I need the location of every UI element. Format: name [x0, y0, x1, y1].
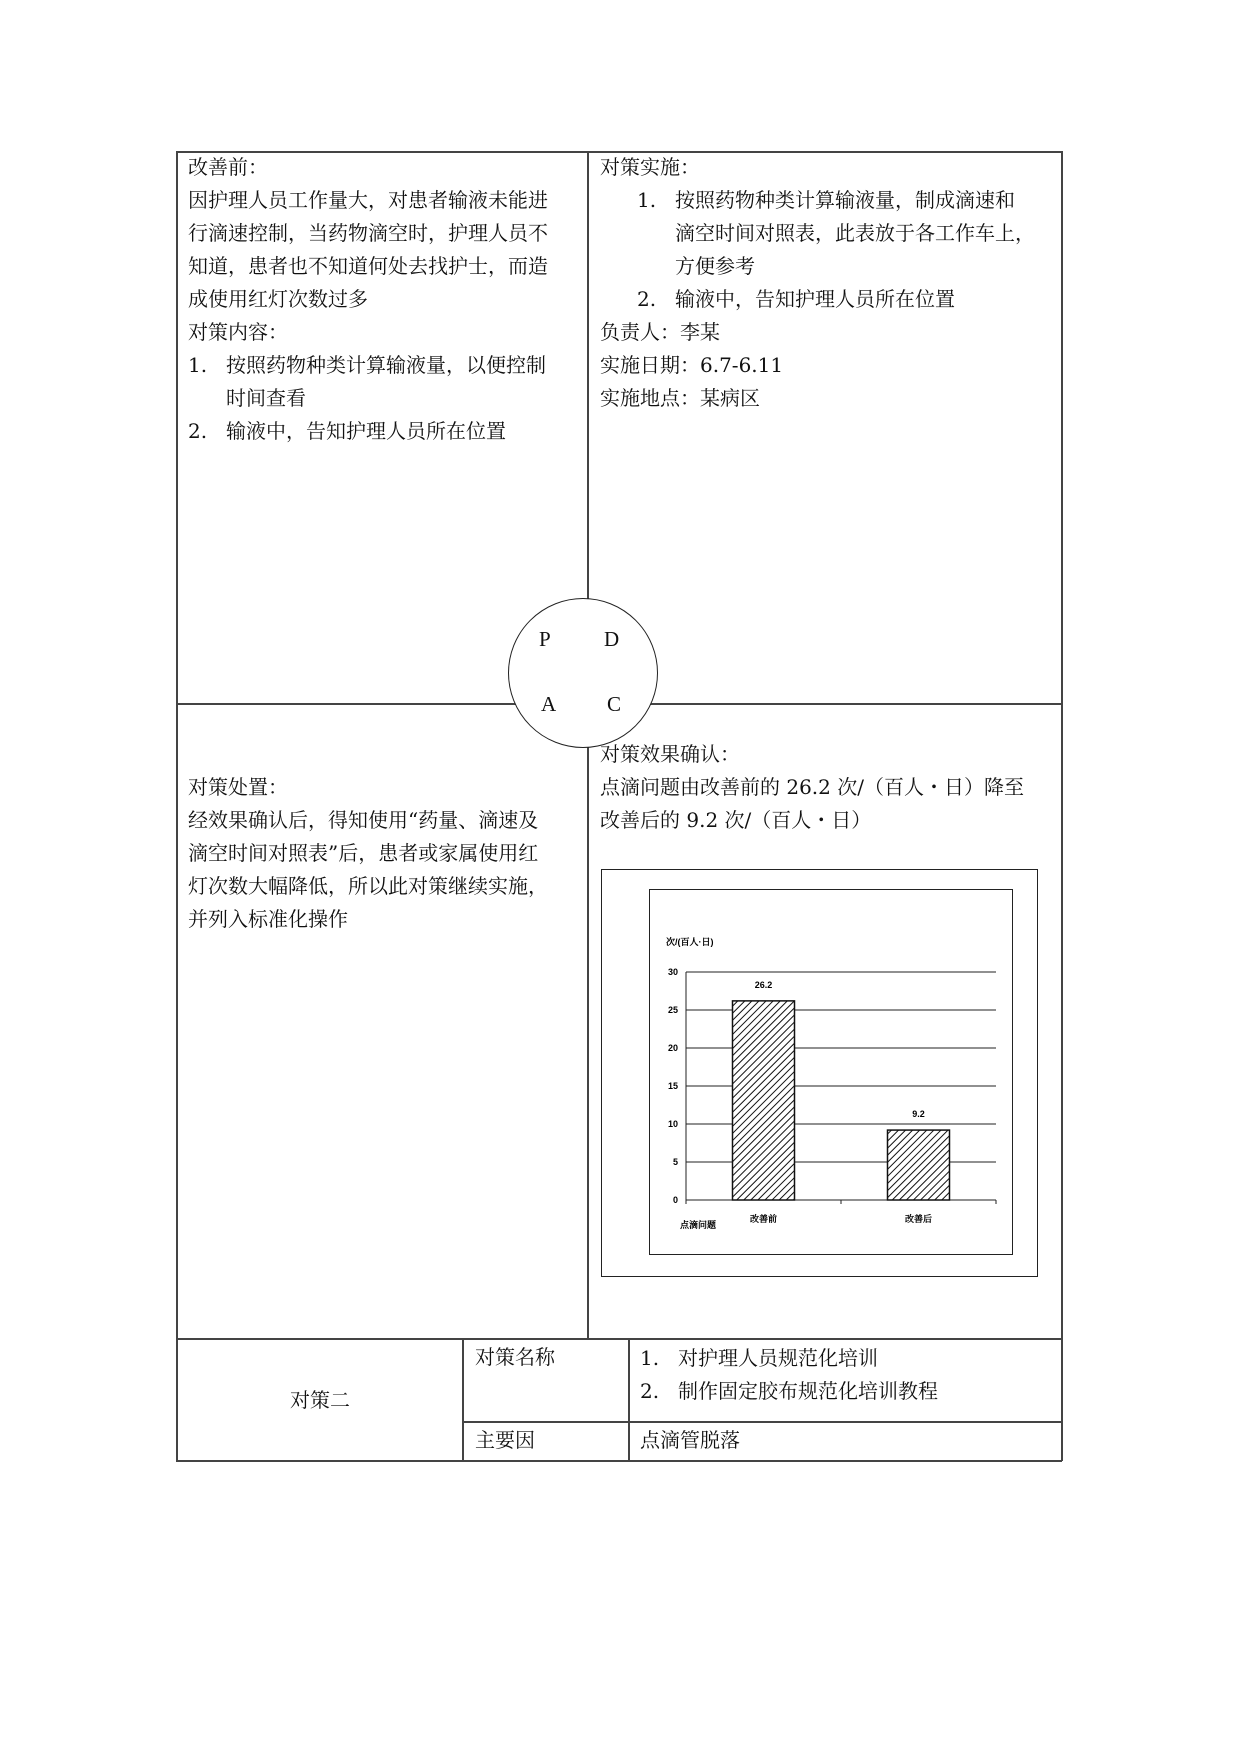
chart-frame [601, 869, 1038, 1277]
chart-y-axis-label: 次/(百人·日) [666, 937, 714, 947]
footer-row-label: 对策二 [290, 1388, 350, 1412]
pdca-a: A [541, 692, 557, 716]
plan-quadrant [188, 151, 548, 448]
chart-x-axis-label: 点滴问题 [680, 1220, 717, 1230]
chart-y-tick-label: 20 [667, 1043, 678, 1053]
item-number: 1. [640, 1346, 660, 1370]
implementation-place: 实施地点：某病区 [600, 386, 760, 410]
table-border-bottom [176, 1460, 1062, 1462]
footer-col-divider-2 [628, 1338, 630, 1461]
before-line: 知道，患者也不知道何处去找护士，而造 [188, 254, 548, 278]
check-line: 改善后的 9.2 次/（百人・日） [600, 808, 872, 832]
table-border-left [176, 151, 178, 1461]
bar-chart [650, 890, 1011, 1253]
act-line: 经效果确认后，得知使用“药量、滴速及 [188, 808, 539, 832]
chart-data-label: 9.2 [912, 1109, 925, 1120]
chart-x-tick-label: 改善前 [749, 1214, 778, 1224]
act-line: 滴空时间对照表”后，患者或家属使用红 [188, 841, 539, 865]
chart-y-tick-label: 0 [672, 1195, 678, 1205]
item-number: 1. [637, 188, 657, 212]
footer-name-items [640, 1342, 938, 1408]
do-title: 对策实施： [600, 155, 700, 179]
do-quadrant [600, 151, 1035, 415]
footer-cause-label: 主要因 [475, 1428, 535, 1452]
footer-row-divider [462, 1421, 1062, 1423]
chart-bar [888, 1130, 950, 1200]
content-item-1-cont: 时间查看 [226, 386, 306, 410]
before-line: 行滴速控制，当药物滴空时，护理人员不 [188, 221, 548, 245]
footer-name-item-1 [640, 1342, 938, 1375]
table-border-right [1061, 151, 1063, 1461]
footer-cause-value: 点滴管脱落 [640, 1428, 740, 1452]
check-quadrant [600, 738, 1024, 837]
chart-plot-frame [649, 889, 1013, 1255]
chart-data-label: 26.2 [754, 979, 773, 990]
item-number: 1. [188, 353, 208, 377]
check-line: 点滴问题由改善前的 26.2 次/（百人・日）降至 [600, 775, 1024, 799]
implementation-date: 实施日期：6.7-6.11 [600, 353, 784, 377]
chart-x-tick-label: 改善后 [904, 1214, 933, 1224]
chart-y-tick-label: 25 [667, 1005, 678, 1015]
check-title: 对策效果确认： [600, 742, 740, 766]
owner: 负责人：李某 [600, 320, 720, 344]
pdca-circle [508, 598, 658, 748]
footer-col-divider-1 [462, 1338, 464, 1461]
pdca-d: D [604, 627, 620, 651]
before-title: 改善前： [188, 155, 268, 179]
item-text: 按照药物种类计算输液量，以便控制 [226, 353, 546, 377]
item-number: 2. [188, 419, 208, 443]
item-number: 2. [637, 287, 657, 311]
content-item-1 [188, 349, 548, 382]
item-text: 对护理人员规范化培训 [678, 1346, 878, 1370]
item-text: 输液中，告知护理人员所在位置 [675, 287, 955, 311]
do-item-2 [600, 283, 1035, 316]
content-title: 对策内容： [188, 320, 288, 344]
do-item-1-cont: 方便参考 [675, 254, 755, 278]
footer-name-item-2 [640, 1375, 938, 1408]
chart-y-tick-label: 15 [667, 1081, 678, 1091]
item-number: 2. [640, 1379, 660, 1403]
before-line: 成使用红灯次数过多 [188, 287, 368, 311]
act-line: 灯次数大幅降低，所以此对策继续实施， [188, 874, 548, 898]
act-title: 对策处置： [188, 775, 288, 799]
item-text: 输液中，告知护理人员所在位置 [226, 419, 506, 443]
content-item-2 [188, 415, 548, 448]
act-quadrant [188, 771, 548, 936]
pdca-c: C [607, 692, 622, 716]
item-text: 按照药物种类计算输液量，制成滴速和 [675, 188, 1015, 212]
footer-top-divider [176, 1338, 1062, 1340]
do-item-1-cont: 滴空时间对照表，此表放于各工作车上， [675, 221, 1035, 245]
do-item-1 [600, 184, 1035, 217]
item-text: 制作固定胶布规范化培训教程 [678, 1379, 938, 1403]
footer-name-label: 对策名称 [475, 1345, 555, 1369]
chart-bar [733, 1001, 795, 1200]
chart-y-tick-label: 30 [667, 967, 678, 977]
pdca-p: P [539, 627, 551, 651]
chart-y-tick-label: 5 [672, 1157, 678, 1167]
before-line: 因护理人员工作量大，对患者输液未能进 [188, 188, 548, 212]
act-line: 并列入标准化操作 [188, 907, 348, 931]
chart-y-tick-label: 10 [667, 1119, 678, 1129]
